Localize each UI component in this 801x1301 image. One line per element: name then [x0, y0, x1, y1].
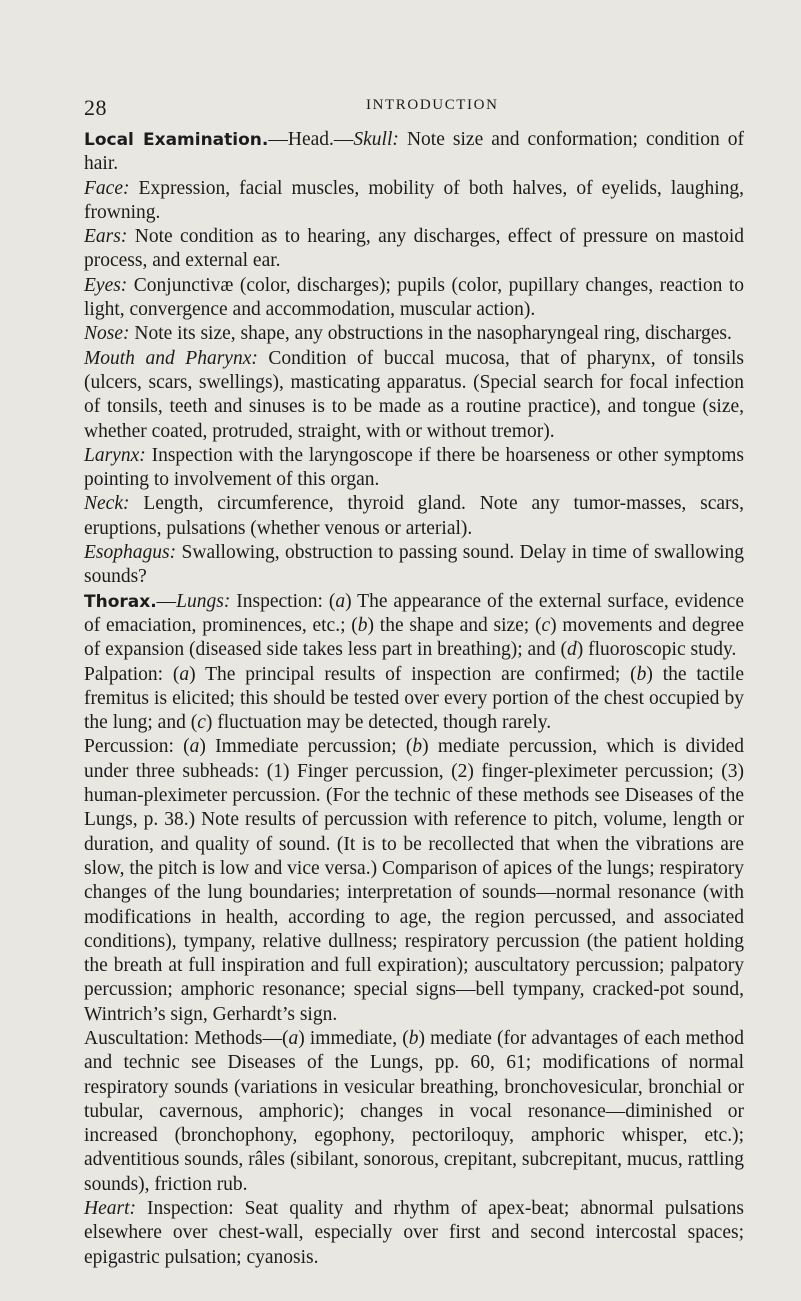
- text-run: Inspection with the laryngoscope if there be hoarseness or other symptoms pointing to involvement of this organ.: [84, 444, 744, 491]
- paragraph: [84, 590, 744, 663]
- paragraph: [84, 492, 744, 541]
- italic-term: a: [335, 590, 346, 612]
- paragraph: [84, 1197, 744, 1270]
- paragraph: [84, 663, 744, 736]
- italic-term: Neck:: [84, 493, 130, 515]
- text-run: Note its size, shape, any obstructions in the nasopharyngeal ring, discharges.: [129, 323, 732, 345]
- paragraph: [84, 322, 744, 346]
- text-run: ) the shape and size; (: [367, 614, 542, 636]
- paragraph: [84, 444, 744, 493]
- text-run: Auscultation: Methods—(: [84, 1027, 289, 1049]
- text-run: Note condition as to hearing, any discharges, effect of pressure on mastoid process, and external ear.: [84, 226, 744, 272]
- paragraph: [84, 225, 744, 274]
- text-run: ) fluoroscopic study.: [576, 639, 737, 661]
- italic-term: a: [179, 663, 190, 685]
- text-run: —Head.—: [268, 129, 354, 150]
- body-text: [84, 128, 744, 1270]
- italic-term: b: [412, 736, 423, 758]
- italic-term: c: [197, 712, 206, 734]
- text-run: ) mediate (for advantages of each method and technic see Diseases of the Lungs, pp. 60, 61; modifications of normal respiratory sounds (variations in vesicular breathing, bronchovesicular, bronchial or tubular, cavernous, amphoric); changes in vocal resonance—diminished or increased (bronchophony, egophony, pectoriloquy, amphoric whisper, etc.); adventitious sounds, râles (sibilant, sonorous, crepitant, subcrepitant, mucus, rattling sounds), friction rub.: [84, 1027, 744, 1195]
- paragraph: [84, 1027, 744, 1197]
- section-heading: Thorax.: [84, 591, 157, 612]
- italic-term: Ears:: [84, 226, 128, 248]
- text-run: ) movements and degree of expansion (diseased side takes less part in breathing); and (: [84, 614, 744, 661]
- paragraph: [84, 128, 744, 177]
- text-run: ) the tactile fremitus is elicited; this should be tested over every portion of the chest occupied by the lung; and (: [84, 663, 745, 734]
- italic-term: Lungs:: [176, 590, 231, 612]
- text-run: ) Immediate percussion; (: [199, 736, 413, 758]
- italic-term: b: [636, 663, 647, 685]
- text-run: ) mediate percussion, which is divided under three subheads: (1) Finger percussion, (2) finger-pleximeter percussion; (3) human-pleximeter percussion. (For the technic of these methods see Diseases of the Lungs, p. 38.) Note results of percussion with reference to pitch, volume, length or duration, and quality of sound. (It is to be recollected that when the vibrations are slow, the pitch is low and vice versa.) Comparison of apices of the lungs; respiratory changes of the lung boundaries; interpretation of sounds—normal resonance (with modifications in health, according to age, the region percussed, and associated conditions), tympany, relative dullness; respiratory percussion (the patient holding the breath at full inspiration and full expiration); auscultatory percussion; palpatory percussion; amphoric resonance; special signs—bell tympany, cracked-pot sound, Wintrich’s sign, Gerhardt’s sign.: [84, 736, 745, 1025]
- italic-term: b: [408, 1027, 419, 1049]
- italic-term: b: [357, 614, 368, 636]
- page-header: [84, 95, 744, 121]
- running-title: INTRODUCTION: [366, 97, 499, 113]
- section-heading: Local Examination.: [84, 130, 269, 150]
- text-run: Conjunctivæ (color, discharges); pupils (color, pupillary changes, reaction to light, convergence and accommodation, muscular action).: [84, 274, 744, 321]
- paragraph: [84, 274, 744, 323]
- italic-term: d: [567, 639, 577, 661]
- italic-term: c: [541, 614, 551, 636]
- page-number: 28: [84, 95, 107, 120]
- paragraph: [84, 347, 744, 444]
- paragraph: [84, 735, 744, 1027]
- italic-term: Skull:: [353, 129, 399, 150]
- italic-term: Nose:: [84, 323, 130, 345]
- text-run: Expression, facial muscles, mobility of both halves, of eyelids, laughing, frowning.: [84, 177, 744, 223]
- italic-term: Mouth and Pharynx:: [84, 347, 258, 369]
- text-run: ) immediate, (: [298, 1027, 409, 1049]
- italic-term: Face:: [84, 177, 130, 199]
- text-run: —: [156, 590, 177, 612]
- italic-term: a: [288, 1027, 299, 1049]
- text-run: Length, circumference, thyroid gland. Note any tumor-masses, scars, eruptions, pulsations (whether venous or arterial).: [84, 493, 744, 539]
- italic-term: Heart:: [84, 1198, 136, 1220]
- italic-term: a: [189, 736, 200, 758]
- text-run: Percussion: (: [84, 736, 190, 758]
- text-run: ) The appearance of the external surface, evidence of emaciation, prominences, etc.; (: [84, 590, 744, 636]
- text-run: ) The principal results of inspection are confirmed; (: [189, 663, 637, 685]
- paragraph: [84, 177, 744, 226]
- text-run: ) fluctuation may be detected, though rarely.: [205, 712, 552, 734]
- text-run: Palpation: (: [84, 663, 180, 685]
- text-run: Inspection: (: [230, 590, 336, 612]
- italic-term: Esophagus:: [84, 542, 177, 564]
- italic-term: Eyes:: [84, 274, 128, 296]
- text-run: Swallowing, obstruction to passing sound. Delay in time of swallowing sounds?: [84, 542, 744, 588]
- text-run: Note size and conformation; condition of hair.: [84, 129, 744, 175]
- paragraph: [84, 541, 744, 590]
- text-run: Condition of buccal mucosa, that of pharynx, of tonsils (ulcers, scars, swellings), masticating apparatus. (Special search for focal infection of tonsils, teeth and sinuses is to be made as a routine practice), and tongue (size, whether coated, protruded, straight, with or without tremor).: [84, 347, 744, 442]
- italic-term: Larynx:: [84, 444, 146, 466]
- text-run: Inspection: Seat quality and rhythm of apex-beat; abnormal pulsations elsewhere over chest-wall, especially over first and second intercostal spaces; epigastric pulsation; cyanosis.: [84, 1198, 744, 1268]
